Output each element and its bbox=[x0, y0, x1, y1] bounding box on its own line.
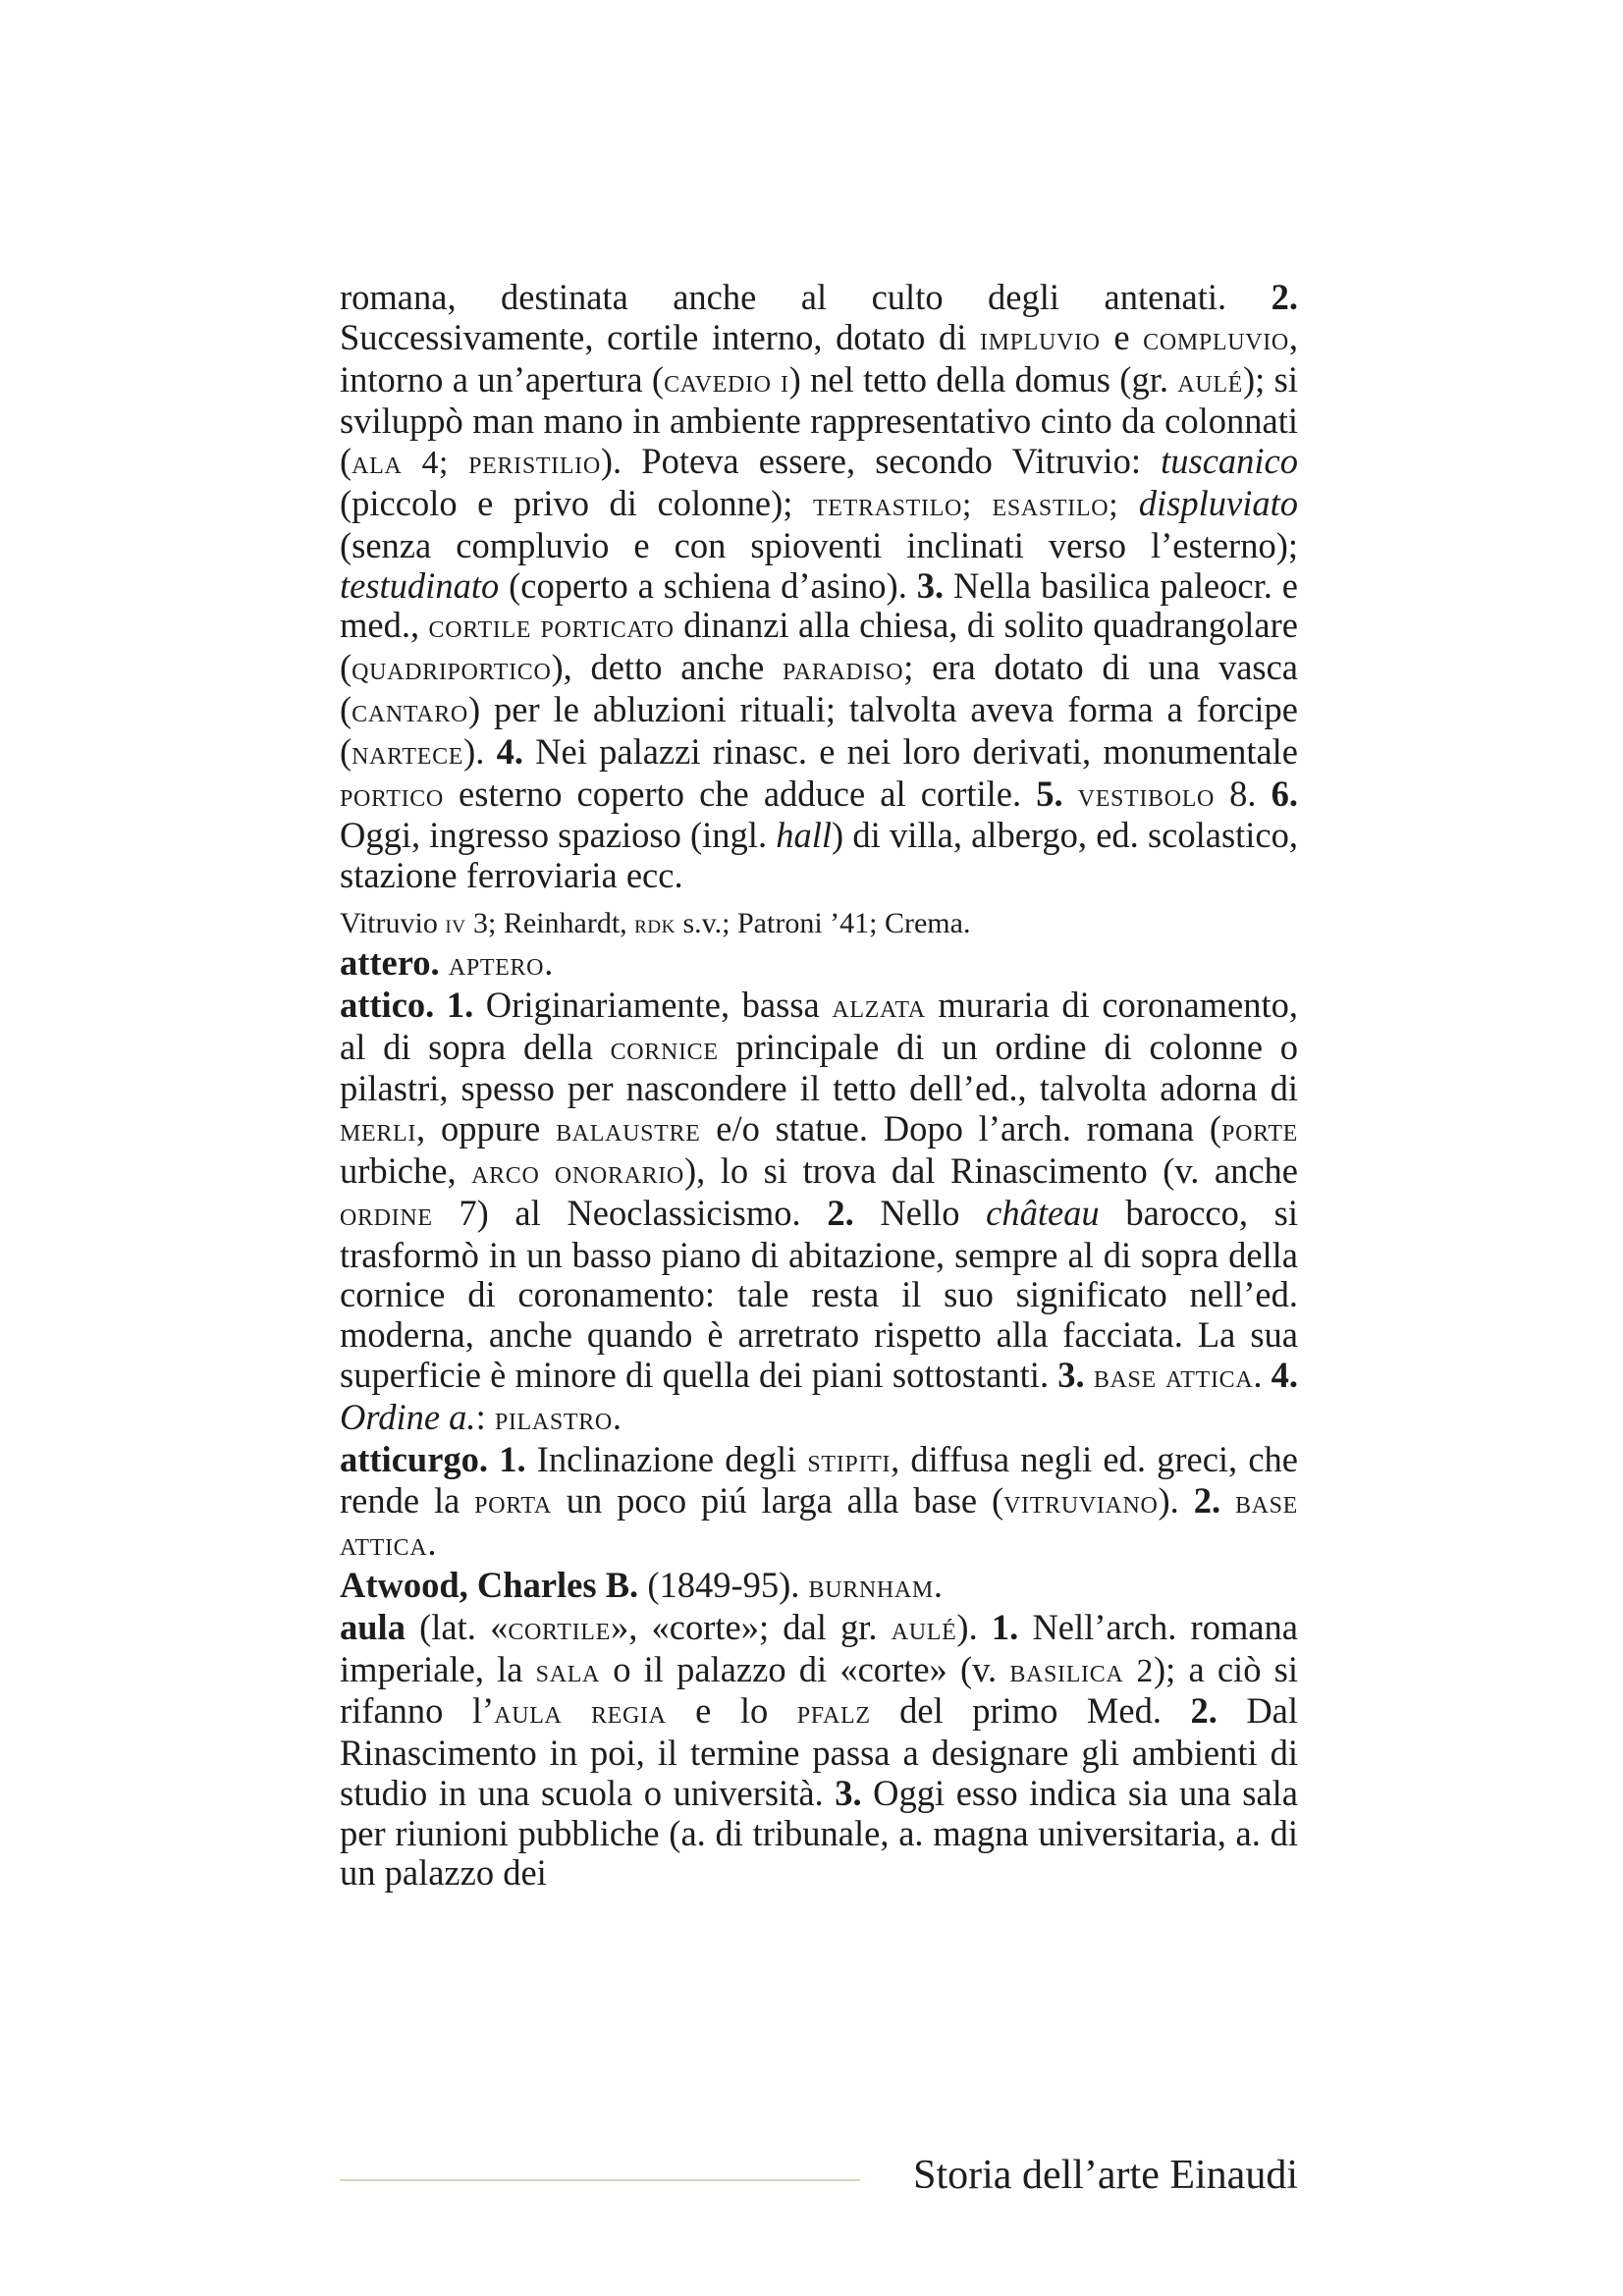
page-footer bbox=[340, 2146, 1298, 2205]
text-run: Oggi esso indica sia una sala per riunioni pubbliche (a. di tribunale, a. magna universitaria, a. di un palazzo dei bbox=[340, 1772, 1298, 1894]
text-run: portico bbox=[340, 776, 444, 814]
text-run: aptero bbox=[448, 945, 545, 983]
text-run: Nei palazzi rinasc. e nei loro derivati, monumentale bbox=[522, 730, 1298, 772]
text-run: : bbox=[475, 1396, 495, 1437]
text-run: ). Poteva essere, secondo Vitruvio: bbox=[600, 441, 1162, 482]
text-run: hall bbox=[776, 815, 833, 856]
text-run: basilica 2 bbox=[1009, 1652, 1154, 1689]
text-run: dinanzi alla chiesa, di solito quadrangolare ( bbox=[340, 605, 1298, 688]
entry-atrio-continuation bbox=[340, 278, 1298, 896]
text-run: Inclinazione degli bbox=[525, 1438, 808, 1479]
footer-rule bbox=[340, 2179, 860, 2181]
text-run: vitruviano bbox=[1003, 1484, 1159, 1522]
text-run: stipiti bbox=[807, 1442, 892, 1479]
text-run: vestibolo bbox=[1077, 776, 1216, 814]
text-run: ), lo si trova dal Rinascimento (v. anche bbox=[683, 1149, 1298, 1191]
text-run: ordine bbox=[340, 1196, 433, 1233]
text-run: attico. bbox=[340, 984, 435, 1025]
text-run: tuscanico bbox=[1161, 441, 1299, 482]
text-run bbox=[440, 942, 449, 983]
text-run: (coperto a schiena d’asino). bbox=[499, 564, 917, 606]
text-run: ) di villa, albergo, ed. scolastico, stazione ferroviaria ecc. bbox=[340, 815, 1299, 896]
text-run: 2. bbox=[1271, 277, 1298, 317]
text-run: base attica bbox=[1093, 1358, 1254, 1395]
text-run: », «corte»; dal gr. bbox=[610, 1606, 892, 1647]
text-run: atticurgo. bbox=[340, 1438, 489, 1479]
text-run: (piccolo e privo di colonne); bbox=[340, 482, 813, 523]
text-run: , oppure bbox=[416, 1108, 557, 1149]
entry-atwood bbox=[340, 1566, 1298, 1608]
text-run: porte bbox=[1221, 1112, 1298, 1149]
text-run: ). bbox=[1158, 1480, 1194, 1522]
text-run bbox=[1220, 1480, 1235, 1521]
text-run: ). bbox=[956, 1606, 992, 1647]
text-run: balaustre bbox=[556, 1112, 701, 1149]
text-run: cortile bbox=[508, 1610, 611, 1647]
text-run: 3. bbox=[835, 1772, 862, 1813]
text-run: pilastro bbox=[494, 1400, 613, 1437]
text-run: 2. bbox=[1193, 1480, 1221, 1522]
text-run: ; era dotato di una vasca ( bbox=[340, 647, 1298, 729]
text-run: 4. bbox=[496, 730, 523, 772]
text-run: ). bbox=[463, 730, 497, 772]
text-run: Atwood, Charles B. bbox=[340, 1564, 639, 1605]
text-run: Originariamente, bassa bbox=[473, 984, 833, 1025]
text-run: 3; Reinhardt, bbox=[465, 906, 635, 939]
text-run: burnham bbox=[808, 1568, 934, 1605]
text-run: , diffusa negli ed. greci, che rende la bbox=[340, 1438, 1298, 1522]
text-run: Oggi, ingresso spazioso (ingl. bbox=[340, 815, 777, 856]
text-run: (senza compluvio e con spioventi inclinati verso l’esterno); bbox=[340, 524, 1298, 565]
text-run: ) per le abluzioni rituali; talvolta aveva forma a forcipe ( bbox=[340, 688, 1298, 772]
text-run: aula bbox=[340, 1606, 406, 1647]
text-run: ) nel tetto della domus (gr. bbox=[788, 358, 1178, 400]
text-run: compluvio bbox=[1143, 320, 1289, 357]
text-run: o il palazzo di «corte» (v. bbox=[600, 1648, 1010, 1689]
text-run: , intorno a un’apertura ( bbox=[340, 316, 1299, 400]
text-run: sala bbox=[535, 1652, 601, 1689]
text-run: Nell’arch. romana imperiale, la bbox=[340, 1606, 1299, 1689]
text-run: barocco, si trasformò in un basso piano di abitazione, sempre al di sopra della cornice di coronamento: tale resta il suo significato nell’ed. moderna, anche quando è arretrato rispetto alla facciata. La sua superficie è minore di quella dei piani sottostanti. bbox=[340, 1192, 1298, 1395]
text-run: merli bbox=[340, 1112, 417, 1149]
text-run: cantaro bbox=[352, 692, 468, 729]
text-run: tetrastilo; esastilo; bbox=[812, 486, 1119, 523]
footer-title: Storia dell’arte Einaudi bbox=[913, 2153, 1298, 2198]
text-run bbox=[1118, 483, 1139, 523]
text-run: cornice bbox=[610, 1030, 719, 1067]
text-run: . bbox=[544, 941, 554, 983]
entry-attero bbox=[340, 943, 1298, 986]
text-run: 3. bbox=[1057, 1354, 1085, 1395]
text-run: 8. bbox=[1215, 773, 1271, 814]
text-run: 2. bbox=[1190, 1690, 1217, 1732]
text-run: pfalz bbox=[796, 1694, 871, 1732]
text-run: alzata bbox=[832, 988, 926, 1025]
text-run: (lat. « bbox=[405, 1606, 509, 1647]
text-run: paradiso bbox=[783, 651, 904, 688]
text-run: rdk bbox=[634, 907, 676, 938]
text-run: 2. bbox=[827, 1192, 854, 1233]
text-run: displuviato bbox=[1138, 482, 1299, 523]
text-run: e lo bbox=[666, 1690, 797, 1732]
text-run: Successivamente, cortile interno, dotato di bbox=[340, 316, 980, 357]
text-run: aula regia bbox=[494, 1694, 667, 1732]
text-run: Ordine a. bbox=[340, 1396, 476, 1437]
text-run: aulé bbox=[1177, 362, 1243, 400]
text-run bbox=[434, 985, 447, 1025]
text-run: esterno coperto che adduce al cortile. bbox=[443, 773, 1037, 814]
references-atrio bbox=[340, 904, 1298, 943]
text-run: Nella basilica paleocr. e med., bbox=[340, 564, 1298, 646]
text-run: porta bbox=[474, 1484, 552, 1522]
text-run: 1. bbox=[499, 1438, 526, 1479]
text-run: 1. bbox=[446, 984, 474, 1025]
text-run: nartece bbox=[352, 734, 464, 772]
text-run: . bbox=[1253, 1354, 1271, 1395]
text-run: ); a ciò si rifanno l’ bbox=[340, 1648, 1298, 1732]
entry-aula bbox=[340, 1608, 1298, 1895]
text-run: 6. bbox=[1271, 773, 1299, 814]
text-run: muraria di coronamento, al di sopra della bbox=[340, 984, 1299, 1067]
text-run bbox=[1085, 1355, 1094, 1395]
text-run: Dal Rinascimento in poi, il termine passa a designare gli ambienti di studio in una scuola o università. bbox=[340, 1690, 1299, 1813]
text-run: 5. bbox=[1036, 773, 1063, 814]
text-run: testudinato bbox=[340, 564, 500, 606]
text-run: . bbox=[612, 1396, 622, 1437]
text-run: ); si sviluppò man mano in ambiente rappresentativo cinto da colonnati ( bbox=[340, 358, 1298, 482]
text-run: e bbox=[1100, 316, 1144, 357]
text-run: 7) al Neoclassicismo. bbox=[432, 1192, 828, 1233]
text-run: . bbox=[427, 1522, 437, 1564]
text-column bbox=[340, 278, 1298, 1894]
entry-attico bbox=[340, 986, 1298, 1440]
text-run: del primo Med. bbox=[870, 1690, 1191, 1732]
text-run: ), detto anche bbox=[551, 647, 784, 688]
text-run: s.v.; Patroni ’41; Crema. bbox=[675, 906, 971, 939]
text-run bbox=[488, 1439, 499, 1479]
text-run: aulé bbox=[891, 1610, 957, 1647]
text-run: château bbox=[986, 1192, 1100, 1233]
entry-atticurgo bbox=[340, 1440, 1298, 1566]
text-run: cortile porticato bbox=[428, 609, 675, 646]
text-run: principale di un ordine di colonne o pilastri, spesso per nascondere il tetto dell’ed., talvolta adorna di bbox=[340, 1026, 1298, 1109]
text-run: 3. bbox=[916, 564, 945, 606]
text-run: . bbox=[933, 1564, 944, 1605]
text-run: base attica bbox=[340, 1484, 1298, 1564]
text-run: impluvio bbox=[979, 320, 1101, 357]
text-run: 1. bbox=[991, 1606, 1019, 1647]
text-run: urbiche, bbox=[340, 1149, 472, 1191]
text-run: iv bbox=[445, 907, 466, 938]
text-run: (1849-95). bbox=[638, 1564, 809, 1605]
text-run: Nello bbox=[853, 1192, 987, 1233]
text-run: romana, destinata anche al culto degli antenati. bbox=[340, 277, 1271, 317]
text-run: e/o statue. Dopo l’arch. romana ( bbox=[700, 1108, 1222, 1149]
text-run: ala 4; peristilio bbox=[352, 445, 601, 482]
text-run: quadriportico bbox=[352, 651, 552, 688]
text-run: cavedio i bbox=[664, 362, 789, 400]
text-run bbox=[1063, 774, 1078, 814]
text-run: un poco piú larga alla base ( bbox=[551, 1480, 1004, 1522]
text-run: attero. bbox=[340, 941, 440, 983]
text-run: Vitruvio bbox=[340, 906, 446, 939]
text-run: 4. bbox=[1271, 1354, 1299, 1395]
text-run: arco onorario bbox=[471, 1153, 684, 1191]
